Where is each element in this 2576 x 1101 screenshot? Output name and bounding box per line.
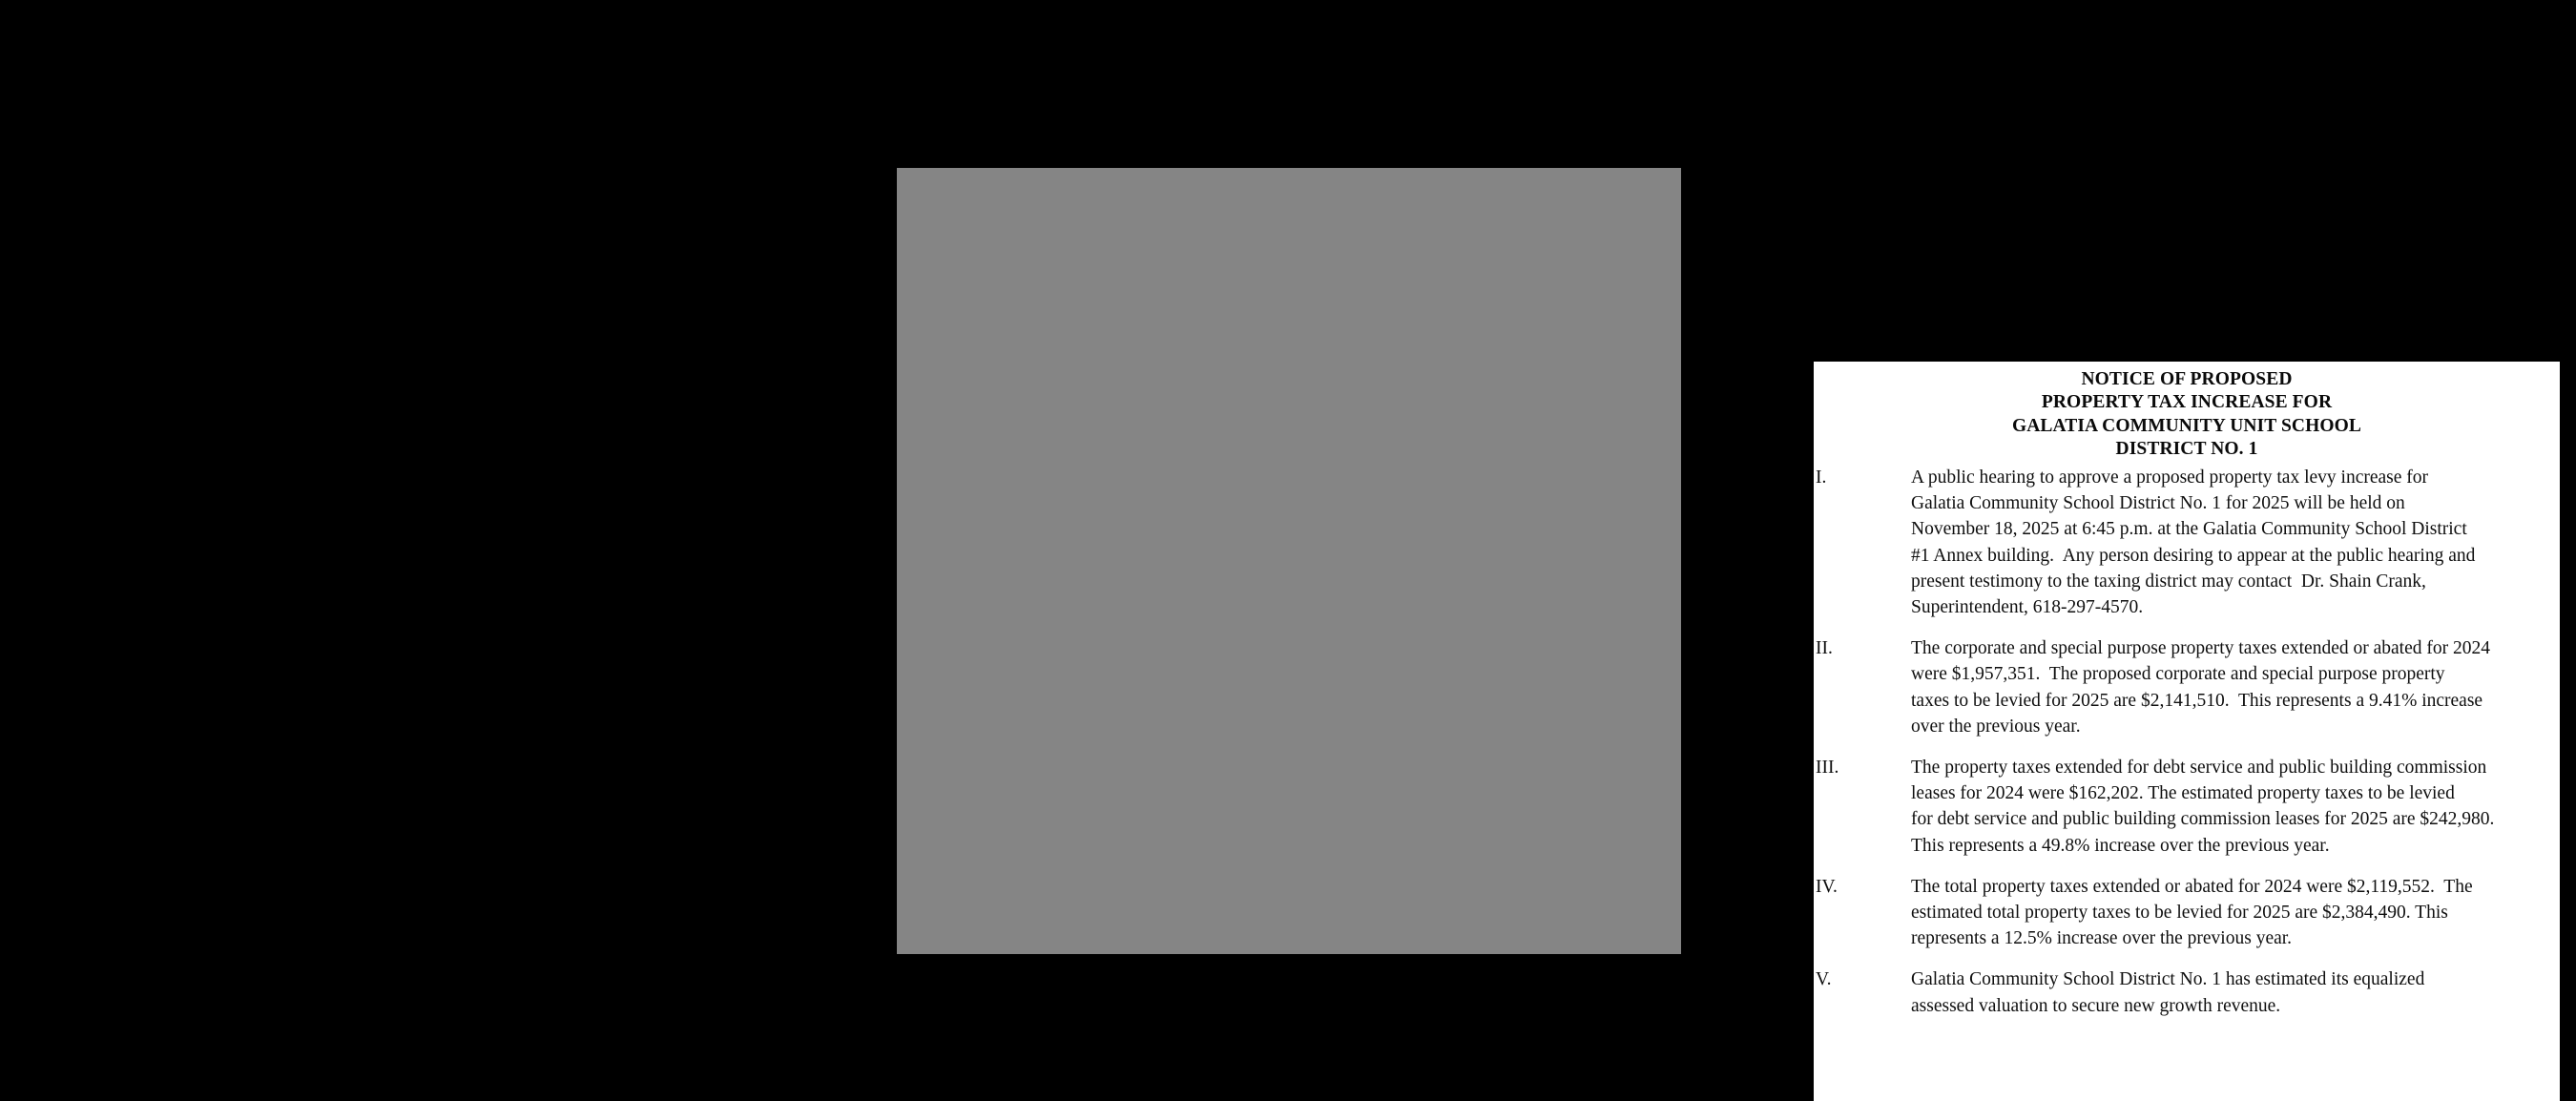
section-numeral: II. — [1816, 638, 1833, 659]
section-text — [1911, 966, 2522, 1018]
document-title-line: NOTICE OF PROPOSED — [2081, 369, 2293, 389]
section-text — [1911, 465, 2522, 620]
document-title — [1814, 368, 2560, 462]
section-text-line: #1 Annex building. Any person desiring to appear at the public hearing and — [1911, 545, 2476, 566]
notice-section — [1814, 635, 2560, 739]
notice-section — [1814, 465, 2560, 620]
document-title-line: GALATIA COMMUNITY UNIT SCHOOL — [2011, 415, 2362, 436]
section-text-line: The total property taxes extended or abated for 2024 were $2,119,552. The — [1911, 876, 2473, 897]
section-text-line: Galatia Community School District No. 1 has estimated its equalized — [1911, 969, 2425, 990]
section-text — [1911, 874, 2522, 952]
document-title-line: DISTRICT NO. 1 — [2115, 439, 2258, 460]
notice-section — [1814, 755, 2560, 859]
section-text — [1911, 755, 2522, 859]
section-text-line: The property taxes extended for debt service and public building commission — [1911, 758, 2487, 779]
section-text-line: were $1,957,351. The proposed corporate and special purpose property — [1911, 664, 2445, 685]
section-numeral: III. — [1816, 758, 1839, 779]
section-text-line: This represents a 49.8% increase over the previous year. — [1911, 835, 2330, 856]
section-text-line: Galatia Community School District No. 1 for 2025 will be held on — [1911, 493, 2405, 514]
notice-section — [1814, 874, 2560, 952]
section-text-line: leases for 2024 were $162,202. The estimated property taxes to be levied — [1911, 783, 2455, 804]
document-body — [1814, 465, 2560, 1034]
section-text-line: The corporate and special purpose property taxes extended or abated for 2024 — [1911, 638, 2490, 659]
section-text-line: represents a 12.5% increase over the previous year. — [1911, 928, 2293, 949]
section-text-line: Superintendent, 618-297-4570. — [1911, 597, 2144, 618]
section-text-line: over the previous year. — [1911, 716, 2081, 737]
section-numeral: I. — [1816, 467, 1827, 488]
section-text-line: for debt service and public building commission leases for 2025 are $242,980. — [1911, 809, 2495, 830]
notice-section — [1814, 966, 2560, 1018]
section-numeral: V. — [1816, 969, 1832, 990]
document-page — [1814, 362, 2560, 1101]
section-text-line: November 18, 2025 at 6:45 p.m. at the Galatia Community School District — [1911, 519, 2467, 540]
section-numeral: IV. — [1816, 876, 1838, 897]
page-frame — [897, 168, 2495, 1016]
section-text — [1911, 635, 2522, 739]
document-title-line: PROPERTY TAX INCREASE FOR — [2041, 392, 2333, 413]
section-text-line: assessed valuation to secure new growth revenue. — [1911, 995, 2281, 1016]
section-text-line: present testimony to the taxing district may contact Dr. Shain Crank, — [1911, 571, 2426, 592]
section-text-line: A public hearing to approve a proposed property tax levy increase for — [1911, 467, 2429, 488]
section-text-line: taxes to be levied for 2025 are $2,141,510. This represents a 9.41% increase — [1911, 690, 2483, 711]
section-text-line: estimated total property taxes to be levied for 2025 are $2,384,490. This — [1911, 903, 2448, 924]
